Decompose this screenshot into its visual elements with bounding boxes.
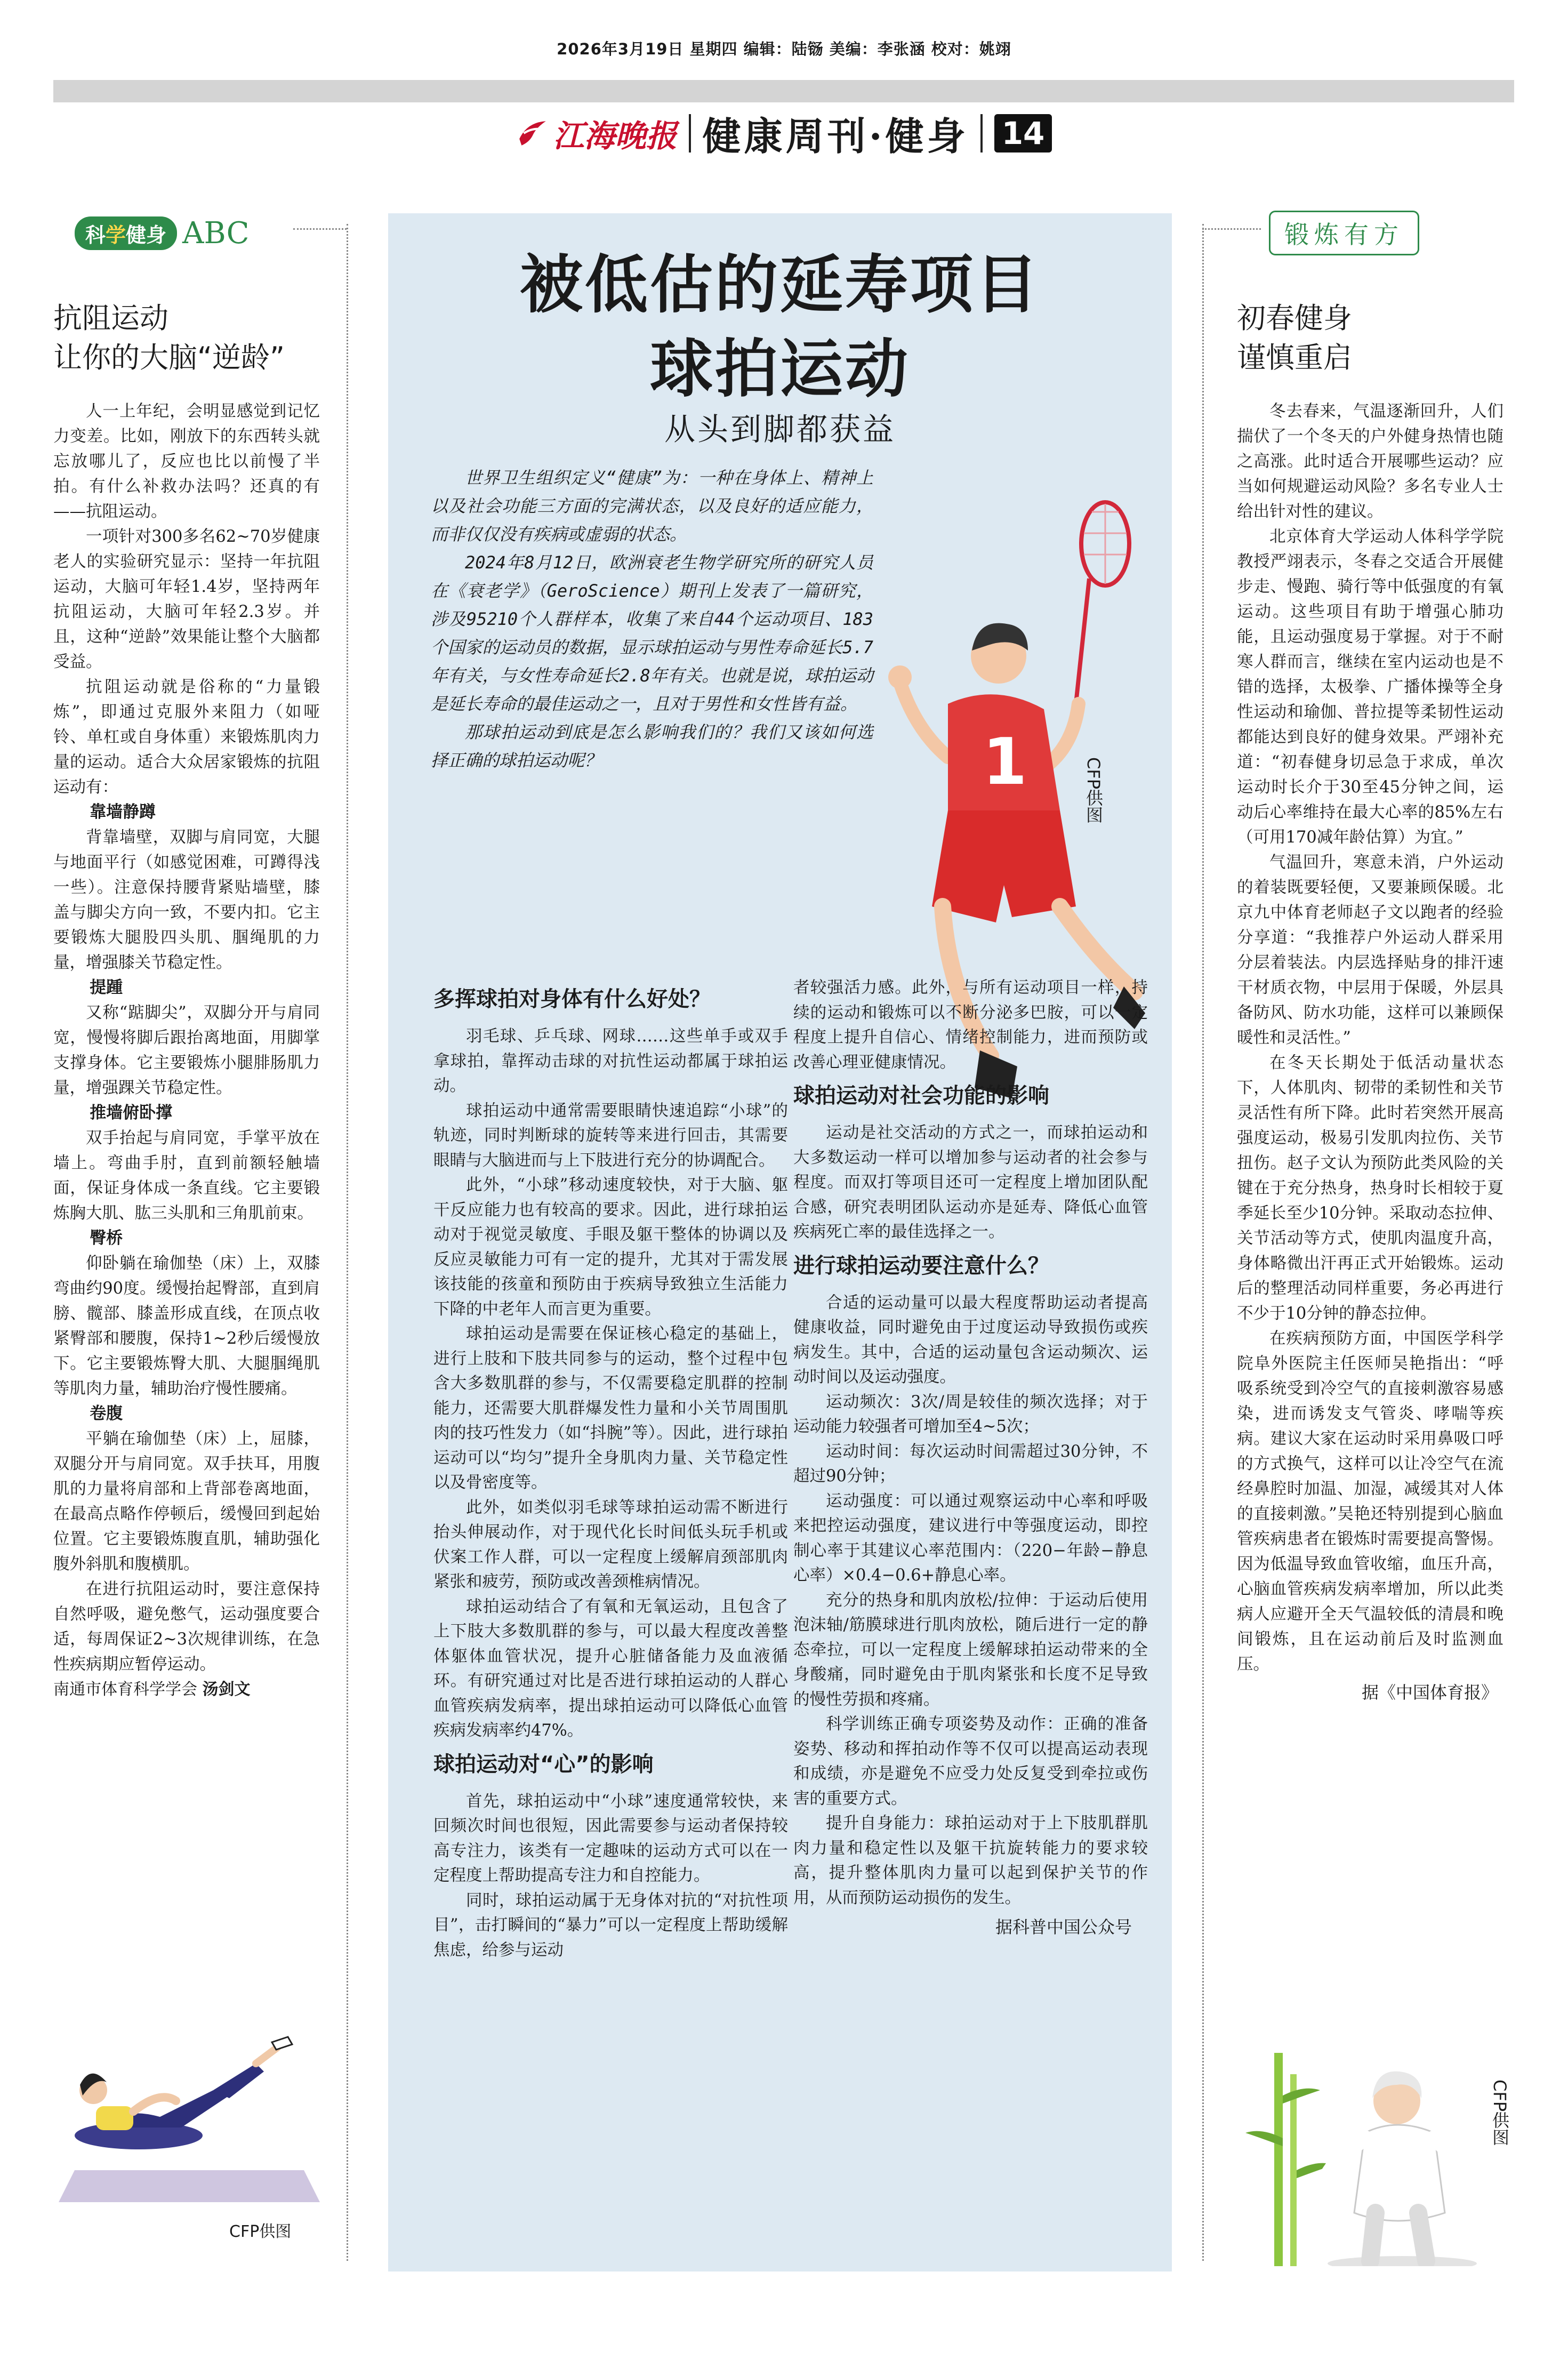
paragraph: 在进行抗阻运动时，要注意保持自然呼吸，避免憋气，运动强度要合适，每周保证2~3次规律训练，在急性疾病期应暂停运动。 <box>53 1580 320 1674</box>
page-number: 14 <box>994 114 1052 152</box>
right-article <box>1237 299 1525 1705</box>
column-tag-exercise-tips: 锻炼有方 <box>1269 211 1419 255</box>
byline-org: 南通市体育科学学会 <box>53 1680 197 1699</box>
dateline: 2026年3月19日 星期四 编辑：陆铴 美编：李张涵 校对：姚翊 <box>557 40 1011 58</box>
right-photo-credit: CFP供图 <box>1490 2080 1510 2146</box>
subheading: 推墙俯卧撑 <box>90 1103 173 1122</box>
right-body <box>1237 399 1503 1705</box>
feature-subheading: 多挥球拍对身体有什么好处？ <box>433 987 711 1012</box>
paragraph: 球拍运动是需要在保证核心稳定的基础上，进行上肢和下肢共同参与的运动，整个过程中包含大多数肌群的参与，不仅需要稳定肌群的控制能力，还需要大肌群爆发性力量和小关节周围肌肉的技巧性发力（如“抖腕”等）。因此，进行球拍运动可以“均匀”提升全身肌肉力量、关节稳定性以及骨密度等。 <box>433 1325 788 1492</box>
feature-body <box>433 1024 788 1744</box>
left-photo-credit: CFP供图 <box>229 2222 292 2241</box>
paragraph: 此外，如类似羽毛球等球拍运动需不断进行抬头伸展动作，对于现代化长时间低头玩手机或伏案工作人群，可以一定程度上缓解肩颈部肌肉紧张和疲劳，预防或改善颈椎病情况。 <box>433 1498 788 1591</box>
exercise-illustration <box>53 2026 325 2208</box>
paragraph: 球拍运动中通常需要眼睛快速追踪“小球”的轨迹，同时判断球的旋转等来进行回击，其需要眼睛与大脑进而与上下肢进行充分的协调配合。 <box>433 1101 788 1170</box>
right-title-line-1: 初春健身 <box>1237 301 1352 335</box>
feature-source: 据科普中国公众号 <box>995 1917 1132 1937</box>
paragraph: 运动是社交活动的方式之一，而球拍运动和大多数运动一样可以增加参与运动者的社会参与程度。而双打等项目还可一定程度上增加团队配合感，研究表明团队运动亦是延寿、降低心血管疾病死亡率的最佳选择之一。 <box>793 1123 1148 1241</box>
paragraph: 科学训练正确专项姿势及动作：正确的准备姿势、移动和挥拍动作等不仅可以提高运动表现和成绩，亦是避免不应受力处反复受到牵拉或伤害的重要方式。 <box>793 1715 1148 1808</box>
feature-column-1 <box>433 978 788 1963</box>
feature-article <box>388 213 1172 2271</box>
paper-logo <box>516 111 677 156</box>
tag-highlight: 学 <box>106 223 126 247</box>
feature-lead <box>431 464 873 775</box>
paragraph: 冬去春来，气温逐渐回升，人们揣伏了一个冬天的户外健身热情也随之高涨。此时适合开展哪些运动？应当如何规避运动风险？多名专业人士给出针对性的建议。 <box>1237 402 1503 521</box>
paragraph: 运动时间：每次运动时间需超过30分钟，不超过90分钟； <box>793 1442 1148 1486</box>
taichi-illustration <box>1242 2053 1487 2266</box>
header-bar <box>53 80 1514 102</box>
paragraph: 平躺在瑜伽垫（床）上，屈膝，双腿分开与肩同宽。双手扶耳，用腹肌的力量将肩部和上背部卷离地面，在最高点略作停顿后，缓慢回到起始位置。它主要锻炼腹直肌，辅助强化腹外斜肌和腹横肌。 <box>53 1430 320 1574</box>
feature-subheading: 球拍运动对社会功能的影响 <box>793 1083 1049 1108</box>
byline <box>53 1677 320 1702</box>
paragraph: 又称“踮脚尖”，双脚分开与肩同宽，慢慢将脚后跟抬离地面，用脚掌支撑身体。它主要锻炼小腿腓肠肌力量，增强踝关节稳定性。 <box>53 1004 320 1097</box>
paragraph: 同时，球拍运动属于无身体对抗的“对抗性项目”，击打瞬间的“暴力”可以一定程度上帮助缓解焦虑，给参与运动 <box>433 1891 788 1960</box>
svg-text:1: 1 <box>983 725 1027 799</box>
feature-subheading: 球拍运动对“心”的影响 <box>433 1752 654 1777</box>
feature-subtitle: 从头到脚都获益 <box>664 411 896 447</box>
paper-logo-icon <box>516 117 549 150</box>
lead-paragraph: 2024年8月12日，欧洲衰老生物学研究所的研究人员在《衰老学》（GeroScience）期刊上发表了一篇研究，涉及95210个人群样本，收集了来自44个运动项目、183个国家的运动员的数据，显示球拍运动与男性寿命延长5.7年有关，与女性寿命延长2.8年有关。也就是说，球拍运动是延长寿命的最佳运动之一，且对于男性和女性皆有益。 <box>431 552 873 714</box>
right-title-line-2: 谨慎重启 <box>1237 341 1352 374</box>
tag-rule-left <box>293 228 347 230</box>
tag-char: 科 <box>85 223 106 247</box>
right-source: 据《中国体育报》 <box>1361 1682 1498 1703</box>
right-title <box>1237 299 1525 378</box>
column-rule-left <box>347 224 348 2261</box>
paragraph: 运动强度：可以通过观察运动中心率和呼吸来把控运动强度，建议进行中等强度运动，即控制心率于其建议心率范围内：（220−年龄−静息心率）×0.4−0.6+静息心率。 <box>793 1491 1148 1585</box>
paragraph: 北京体育大学运动人体科学学院教授严翊表示，冬春之交适合开展健步走、慢跑、骑行等中低强度的有氧运动。这些项目有助于增强心肺功能，且运动强度易于掌握。对于不耐寒人群而言，继续在室内运动也是不错的选择，太极拳、广播体操等全身性运动和瑜伽、普拉提等柔韧性运动都能达到良好的健身效果。严翊补充道：“初春健身切忌急于求成，单次运动时长介于30至45分钟之间，运动后心率维持在最大心率的85%左右（可用170减年龄估算）为宜。” <box>1237 527 1503 847</box>
paragraph: 仰卧躺在瑜伽垫（床）上，双膝弯曲约90度。缓慢抬起臀部，直到肩膀、髋部、膝盖形成直线，在顶点收紧臀部和腰腹，保持1~2秒后缓慢放下。它主要锻炼臀大肌、大腿腘绳肌等肌肉力量，辅助治疗慢性腰痛。 <box>53 1254 320 1398</box>
tag-pill <box>75 216 177 250</box>
paragraph: 提升自身能力：球拍运动对于上下肢肌群肌肉力量和稳定性以及躯干抗旋转能力的要求较高，提升整体肌肉力量可以起到保护关节的作用，从而预防运动损伤的发生。 <box>793 1814 1148 1907</box>
paragraph: 人一上年纪，会明显感觉到记忆力变差。比如，刚放下的东西转头就忘放哪儿了，反应也比以前慢了半拍。有什么补救办法吗？还真的有——抗阻运动。 <box>53 402 320 521</box>
paragraph: 双手抬起与肩同宽，手掌平放在墙上。弯曲手肘，直到前额轻触墙面，保证身体成一条直线。它主要锻炼胸大肌、肱三头肌和三角肌前束。 <box>53 1129 320 1223</box>
paragraph: 羽毛球、乒乓球、网球……这些单手或双手拿球拍，靠挥动击球的对抗性运动都属于球拍运动。 <box>433 1027 788 1095</box>
feature-body <box>793 976 1148 1075</box>
paragraph: 气温回升，寒意未消，户外运动的着装既要轻便，又要兼顾保暖。北京九中体育老师赵子文以跑者的经验分享道：“我推荐户外运动人群采用分层着装法。内层选择贴身的排汗速干材质衣物，中层用于保暖，外层具备防风、防水功能，这样可以兼顾保暖性和灵活性。” <box>1237 853 1503 1047</box>
feature-column-2 <box>793 976 1148 1938</box>
tag-suffix: 健身 <box>126 223 167 247</box>
paragraph: 此外，“小球”移动速度较快，对于大脑、躯干反应能力也有较高的要求。因此，进行球拍运动对于视觉灵敏度、手眼及躯干整体的协调以及反应灵敏能力可有一定的提升，尤其对于需发展该技能的孩童和预防由于疾病导致独立生活能力下降的中老年人而言更为重要。 <box>433 1176 788 1319</box>
column-tag-science-fitness <box>75 216 250 251</box>
paper-name: 江海晚报 <box>553 118 677 154</box>
paragraph: 抗阻运动就是俗称的“力量锻炼”，即通过克服外来阻力（如哑铃、单杠或自身体重）来锻炼肌肉力量的运动。适合大众居家锻炼的抗阻运动有： <box>53 678 320 797</box>
feature-body <box>793 1121 1148 1245</box>
column-rule-right <box>1202 224 1204 2261</box>
subheading: 靠墙静蹲 <box>90 802 156 822</box>
feature-photo-credit: CFP供图 <box>1083 757 1104 824</box>
masthead <box>0 109 1568 157</box>
paragraph: 充分的热身和肌肉放松/拉伸：于运动后使用泡沫轴/筋膜球进行肌肉放松，随后进行一定的静态牵拉，可以一定程度上缓解球拍运动带来的全身酸痛，同时避免由于肌肉紧张和长度不足导致的慢性劳损和疼痛。 <box>793 1591 1148 1709</box>
paragraph: 运动频次：3次/周是较佳的频次选择；对于运动能力较强者可增加至4~5次； <box>793 1392 1148 1436</box>
lead-paragraph: 世界卫生组织定义“健康”为：一种在身体上、精神上以及社会功能三方面的完满状态，以及良好的适应能力，而非仅仅没有疾病或虚弱的状态。 <box>431 468 873 544</box>
feature-title <box>388 243 1172 411</box>
section-title: 健康周刊·健身 <box>702 114 969 159</box>
subheading: 卷腹 <box>90 1404 123 1423</box>
left-article <box>53 299 320 1702</box>
tag-rule-right <box>1202 228 1261 230</box>
masthead-divider <box>689 114 691 152</box>
feature-subheading: 进行球拍运动要注意什么？ <box>793 1253 1049 1278</box>
feature-title-line-2: 球拍运动 <box>649 332 910 406</box>
left-body <box>53 399 320 1702</box>
paragraph: 在疾病预防方面，中国医学科学院阜外医院主任医师吴艳指出：“呼吸系统受到冷空气的直接刺激容易感染，进而诱发支气管炎、哮喘等疾病。建议大家在运动时采用鼻吸口呼的方式换气，这样可以让冷空气在流经鼻腔时加温、加湿，减缓其对人体的直接刺激。”吴艳还特别提到心脑血管疾病患者在锻炼时需要提高警惕。因为低温导致血管收缩，血压升高，心脑血管疾病发病率增加，所以此类病人应避开全天气温较低的清晨和晚间锻炼，且在运动前后及时监测血压。 <box>1237 1329 1503 1674</box>
tag-abc: ABC <box>182 216 250 251</box>
masthead-divider <box>980 114 983 152</box>
left-title <box>53 299 320 378</box>
paragraph: 一项针对300多名62~70岁健康老人的实验研究显示：坚持一年抗阻运动，大脑可年轻1.4岁，坚持两年抗阻运动，大脑可年轻2.3岁。并且，这种“逆龄”效果能让整个大脑都受益。 <box>53 527 320 671</box>
lead-paragraph: 那球拍运动到底是怎么影响我们的？我们又该如何选择正确的球拍运动呢？ <box>431 722 873 770</box>
paragraph: 首先，球拍运动中“小球”速度通常较快，来回频次时间也很短，因此需要参与运动者保持较高专注力，该类有一定趣味的运动方式可以在一定程度上帮助提高专注力和自控能力。 <box>433 1792 788 1885</box>
paragraph: 背靠墙壁，双脚与肩同宽，大腿与地面平行（如感觉困难，可蹲得浅一些）。注意保持腰背紧贴墙壁，膝盖与脚尖方向一致，不要内扣。它主要锻炼大腿股四头肌、腘绳肌的力量，增强膝关节稳定性。 <box>53 828 320 972</box>
byline-author: 汤剑文 <box>202 1680 251 1699</box>
paragraph: 球拍运动结合了有氧和无氧运动，且包含了上下肢大多数肌群的参与，可以最大程度改善整体躯体血管状况，提升心脏储备能力及血液循环。有研究通过对比是否进行球拍运动的人群心血管疾病发病率，提出球拍运动可以降低心血管疾病发病率约47%。 <box>433 1597 788 1740</box>
left-title-line-2: 让你的大脑“逆龄” <box>53 341 285 374</box>
feature-body <box>433 1789 788 1963</box>
paragraph: 者较强活力感。此外，与所有运动项目一样，持续的运动和锻炼可以不断分泌多巴胺，可以一定程度上提升自信心、情绪控制能力，进而预防或改善心理亚健康情况。 <box>793 978 1148 1072</box>
paragraph: 合适的运动量可以最大程度帮助运动者提高健康收益，同时避免由于过度运动导致损伤或疾病发生。其中，合适的运动量包含运动频次、运动时间以及运动强度。 <box>793 1293 1148 1386</box>
paragraph: 在冬天长期处于低活动量状态下，人体肌肉、韧带的柔韧性和关节灵活性有所下降。此时若突然开展高强度运动，极易引发肌肉拉伤、关节扭伤。赵子文认为预防此类风险的关键在于充分热身，热身时长相较于夏季延长至少10分钟。采取动态拉伸、关节活动等方式，使肌肉温度升高，身体略微出汗再正式开始锻炼。运动后的整理活动同样重要，务必再进行不少于10分钟的静态拉伸。 <box>1237 1054 1503 1323</box>
left-title-line-1: 抗阻运动 <box>53 301 168 335</box>
subheading: 提踵 <box>90 978 123 997</box>
subheading: 臀桥 <box>90 1229 123 1248</box>
feature-title-line-1: 被低估的延寿项目 <box>519 248 1040 322</box>
feature-body <box>793 1291 1148 1911</box>
